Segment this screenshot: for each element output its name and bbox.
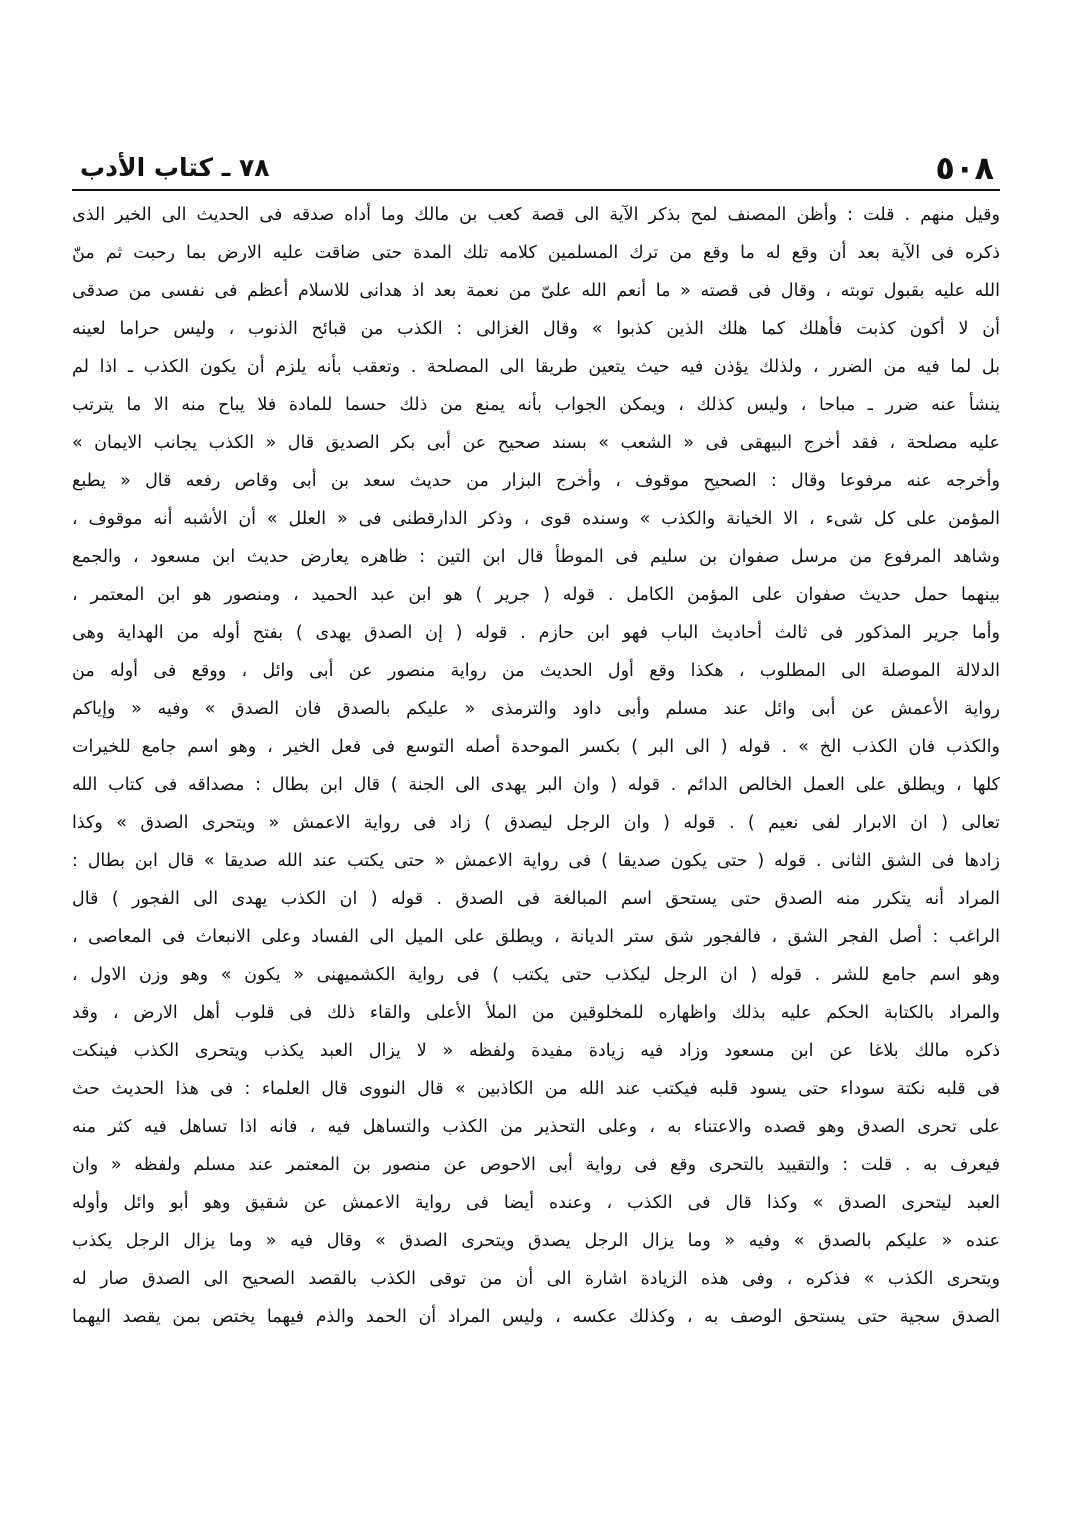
text-line: وأخرجه عنه مرفوعا وقال : الصحيح موقوف ، وأخرج البزار من حديث سعد بن أبى وقاص رفعه قال « يطبع	[72, 471, 1000, 491]
text-line: العبد ليتحرى الصدق » وكذا قال فى الكذب ، وعنده أيضا فى رواية الاعمش عن شقيق وهو أبو وائل وأوله	[72, 1193, 1000, 1213]
page-header	[80, 148, 994, 188]
text-line: فى قلبه نكتة سوداء حتى يسود قلبه فيكتب عند الله من الكاذبين » قال النووى قال العلماء : فى هذا الحديث حث	[72, 1079, 1000, 1099]
text-line: تعالى ( ان الابرار لفى نعيم ) . قوله ( وان الرجل ليصدق ) زاد فى رواية الاعمش « ويتحرى الصدق » وكذا	[72, 813, 1000, 833]
text-line: الصدق سجية حتى يستحق الوصف به ، وكذلك عكسه ، وليس المراد أن الحمد والذم فيهما يختص بمن يقصد اليهما	[72, 1307, 1000, 1327]
text-line: أن لا أكون كذبت فأهلك كما هلك الذين كذبوا » وقال الغزالى : الكذب من قبائح الذنوب ، وليس حراما لعينه	[72, 319, 1000, 339]
text-line: الدلالة الموصلة الى المطلوب ، هكذا وقع أول الحديث من رواية منصور عن أبى وائل ، ووقع فى أوله من	[72, 661, 1000, 681]
text-line: ويتحرى الكذب » فذكره ، وفى هذه الزيادة اشارة الى أن من توقى الكذب بالقصد الصحيح الى الصدق صار له	[72, 1269, 1000, 1289]
text-line: ذكره فى الآية بعد أن وقع له ما وقع من ترك المسلمين كلامه تلك المدة حتى ضاقت عليه الارض بما رحبت ثم منّ	[72, 243, 1000, 263]
text-line: الله عليه بقبول توبته ، وقال فى قصته « ما أنعم الله علىّ من نعمة بعد اذ هدانى للاسلام أعظم فى نفسى من صدقى	[72, 281, 1000, 301]
page-number: ٥٠٨	[935, 149, 994, 187]
running-head: ٧٨ ـ كتاب الأدب	[80, 153, 270, 182]
text-line: عليه مصلحة ، فقد أخرج البيهقى فى « الشعب » بسند صحيح عن أبى بكر الصديق قال « الكذب يجانب الايمان »	[72, 433, 1000, 453]
text-line: وقيل منهم . قلت : وأظن المصنف لمح بذكر الآية الى قصة كعب بن مالك وما أداه صدقه فى الحديث الى الخير الذى	[72, 205, 1000, 225]
text-line: ينشأ عنه ضرر ـ مباحا ، وليس كذلك ، ويمكن الجواب بأنه يمنع من ذلك حسما للمادة فلا يباح منه الا ما يترتب	[72, 395, 1000, 415]
text-line: ذكره مالك بلاغا عن ابن مسعود وزاد فيه زيادة مفيدة ولفظه « لا يزال العبد يكذب ويتحرى الكذب فينكت	[72, 1041, 1000, 1061]
text-line: وأما جرير المذكور فى ثالث أحاديث الباب فهو ابن حازم . قوله ( إن الصدق يهدى ) بفتح أوله من الهداية وهى	[72, 623, 1000, 643]
text-line: وهو اسم جامع للشر . قوله ( ان الرجل ليكذب حتى يكتب ) فى رواية الكشميهنى « يكون » وهو وزن الاول ،	[72, 965, 1000, 985]
text-line: عنده « عليكم بالصدق » وفيه « وما يزال الرجل يصدق ويتحرى الصدق » وقال فيه « وما يزال الرجل يكذب	[72, 1231, 1000, 1251]
text-line: المؤمن على كل شىء ، الا الخيانة والكذب » وسنده قوى ، وذكر الدارقطنى فى « العلل » أن الأشبه أنه موقوف ،	[72, 509, 1000, 529]
header-rule	[72, 189, 1000, 191]
text-line: المراد أنه يتكرر منه الصدق حتى يستحق اسم المبالغة فى الصدق . قوله ( ان الكذب يهدى الى الفجور ) قال	[72, 889, 1000, 909]
text-line: على تحرى الصدق وهو قصده والاعتناء به ، وعلى التحذير من الكذب والتساهل فيه ، فانه اذا تساهل فيه كثر منه	[72, 1117, 1000, 1137]
text-line: بينهما حمل حديث صفوان على المؤمن الكامل . قوله ( جرير ) هو ابن عبد الحميد ، ومنصور هو ابن المعتمر ،	[72, 585, 1000, 605]
text-line: كلها ، ويطلق على العمل الخالص الدائم . قوله ( وان البر يهدى الى الجنة ) قال ابن بطال : مصداقه فى كتاب الله	[72, 775, 1000, 795]
text-line: والكذب فان الكذب الخ » . قوله ( الى البر ) بكسر الموحدة أصله التوسع فى فعل الخير ، وهو اسم جامع للخيرات	[72, 737, 1000, 757]
text-line: والمراد بالكتابة الحكم عليه بذلك واظهاره للمخلوقين من الملأ الأعلى والقاء ذلك فى قلوب أهل الارض ، وقد	[72, 1003, 1000, 1023]
text-line: الراغب : أصل الفجر الشق ، فالفجور شق ستر الديانة ، ويطلق على الميل الى الفساد وعلى الانبعاث فى المعاصى ،	[72, 927, 1000, 947]
text-line: بل لما فيه من الضرر ، ولذلك يؤذن فيه حيث يتعين طريقا الى المصلحة . وتعقب بأنه يلزم أن يكون الكذب ـ اذا لم	[72, 357, 1000, 377]
text-line: رواية الأعمش عن أبى وائل عند مسلم وأبى داود والترمذى « عليكم بالصدق فان الصدق » وفيه « وإياكم	[72, 699, 1000, 719]
body-text	[72, 196, 1000, 1336]
text-line: زادها فى الشق الثانى . قوله ( حتى يكون صديقا ) فى رواية الاعمش « حتى يكتب عند الله صديقا » قال ابن بطال :	[72, 851, 1000, 871]
text-line: فيعرف به . قلت : والتقييد بالتحرى وقع فى رواية أبى الاحوص عن منصور بن المعتمر عند مسلم ولفظه « وان	[72, 1155, 1000, 1175]
text-line: وشاهد المرفوع من مرسل صفوان بن سليم فى الموطأ قال ابن التين : ظاهره يعارض حديث ابن مسعود ، والجمع	[72, 547, 1000, 567]
